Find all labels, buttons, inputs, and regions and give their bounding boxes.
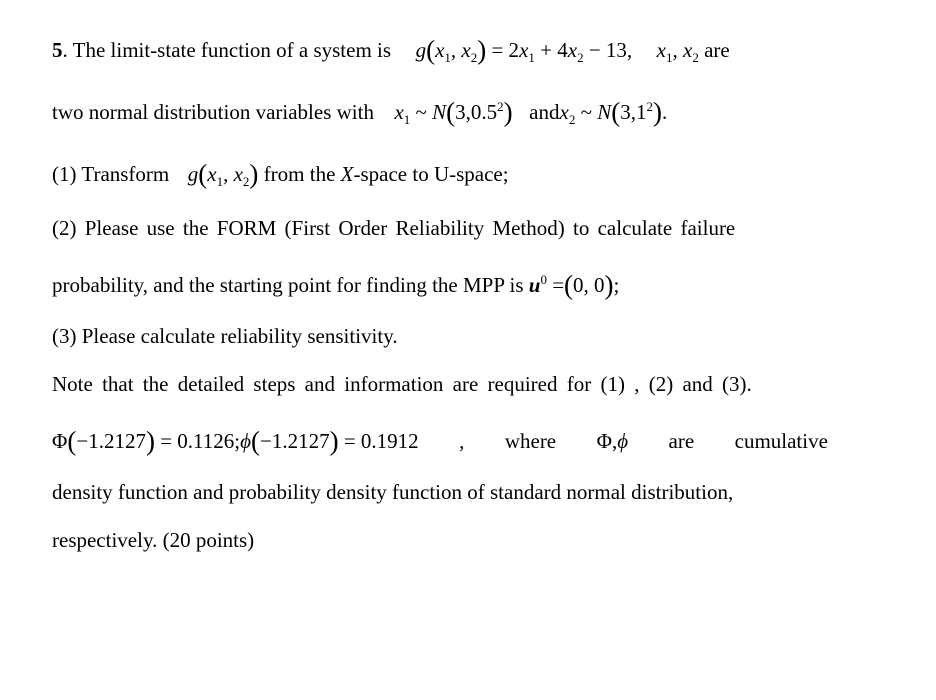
- part-3: [52, 326, 398, 347]
- x1-distribution: $x_1$ ~ N(3,0.5$^2$): [394, 97, 513, 128]
- points-line: [52, 530, 254, 551]
- phi-values: Φ(−1.2127) = 0.1126;ϕ(−1.2127) = 0.1912: [52, 426, 419, 456]
- part3-text: (3) Please calculate reliability sensitivity.: [52, 324, 398, 348]
- part1-from-text: from the: [263, 162, 336, 186]
- and-text: and: [529, 100, 560, 124]
- part-2-line-b: probability, and the starting point for finding the MPP is $u^0 =(0$, 0);: [52, 270, 620, 300]
- phi-values-line: Φ(−1.2127) = 0.1126;ϕ(−1.2127) = 0.1912 , where Φ,ϕ are cumulative: [52, 426, 828, 456]
- part-2-line-a: [52, 218, 735, 239]
- problem-line-2: two normal distribution variables with $x_1$ ~ N(3,0.5$^2$) andx$_2$ ~ $N(3,1^2)$.: [52, 97, 668, 128]
- x2-distribution: $x_2$ ~ $N(3,1^2)$: [559, 97, 662, 128]
- problem-line-1: 5. The limit-state function of a system is $g(x_1$, $x_2) = 2x_1 + 4x_2 - 13$, $x_1$, $x_2$ are: [52, 35, 730, 66]
- phi-symbols: Φ,ϕ: [596, 429, 629, 453]
- part1-tail-text: -space to U-space;: [353, 162, 509, 186]
- line1-lead-text: . The limit-state function of a system is: [62, 38, 392, 62]
- line1-end-text: are: [704, 38, 730, 62]
- where-text: where: [504, 429, 557, 453]
- limit-state-function: $g(x_1$, $x_2) = 2x_1 + 4x_2 - 13$: [415, 35, 627, 66]
- points-text: respectively. (20 points): [52, 528, 255, 552]
- part1-label: (1) Transform: [52, 162, 170, 186]
- variable-list: $x_1$, $x_2$: [656, 38, 699, 66]
- are-text: are: [668, 429, 695, 453]
- cumulative-text: cumulative: [734, 429, 828, 453]
- x-space-label: X: [340, 162, 354, 186]
- line2-lead-text: two normal distribution variables with: [52, 100, 374, 124]
- note-text: Note that the detailed steps and information are required for (1) , (2) and (3).: [52, 372, 752, 396]
- note-line: [52, 374, 752, 395]
- part-1: [52, 159, 509, 188]
- starting-point: =(0, 0): [552, 270, 614, 300]
- part2a-text: (2) Please use the FORM (First Order Reliability Method) to calculate failure: [52, 216, 736, 240]
- part2b-text: probability, and the starting point for finding the MPP is: [52, 273, 524, 297]
- u-symbol: u: [528, 273, 541, 297]
- definition-line: [52, 482, 733, 503]
- problem-number: 5: [52, 38, 63, 62]
- g-function: $g(x_1$, $x_2$): [187, 159, 259, 190]
- definition-text: density function and probability density function of standard normal distribution,: [52, 480, 734, 504]
